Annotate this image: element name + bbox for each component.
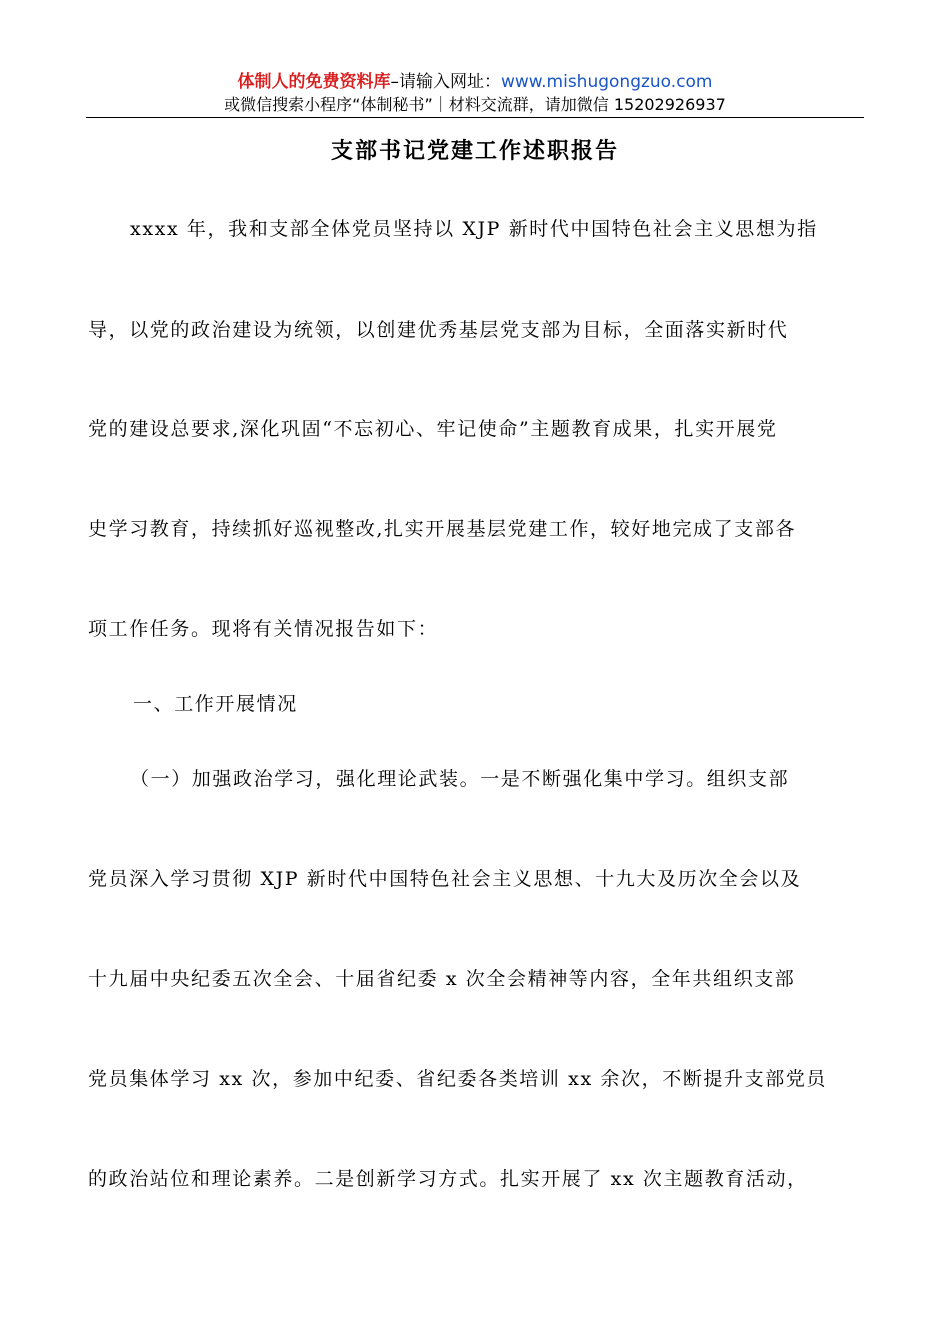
body-line: 党员集体学习 xx 次，参加中纪委、省纪委各类培训 xx 余次，不断提升支部党员 [88,1068,828,1090]
header-brand: 体制人的免费资料库 [237,72,391,92]
header-line-2: 或微信搜索小程序“体制秘书”｜材料交流群，请加微信 15202926937 [224,95,726,114]
body-line: 十九届中央纪委五次全会、十届省纪委 x 次全会精神等内容，全年共组织支部 [88,968,796,990]
body-line: xxxx 年，我和支部全体党员坚持以 XJP 新时代中国特色社会主义思想为指 [130,218,818,240]
header-line-1 [86,70,864,94]
header-divider [86,117,864,118]
body-line: 导，以党的政治建设为统领，以创建优秀基层党支部为目标，全面落实新时代 [88,319,789,341]
subsection-line: （一）加强政治学习，强化理论武装。一是不断强化集中学习。组织支部 [130,768,790,790]
body-line: 党员深入学习贯彻 XJP 新时代中国特色社会主义思想、十九大及历次全会以及 [88,868,802,890]
body-line: 党的建设总要求,深化巩固“不忘初心、牢记使命”主题教育成果，扎实开展党 [88,418,778,440]
header-url-link[interactable]: www.mishugongzuo.com [500,72,713,92]
body-line: 史学习教育，持续抓好巡视整改,扎实开展基层党建工作，较好地完成了支部各 [88,518,797,540]
page-header [86,70,864,116]
body-line: 项工作任务。现将有关情况报告如下： [88,618,439,640]
body-line: 的政治站位和理论素养。二是创新学习方式。扎实开展了 xx 次主题教育活动， [88,1168,808,1190]
header-prompt: –请输入网址： [390,72,501,92]
section-heading: 一、工作开展情况 [133,693,298,715]
document-title: 支部书记党建工作述职报告 [330,138,619,164]
